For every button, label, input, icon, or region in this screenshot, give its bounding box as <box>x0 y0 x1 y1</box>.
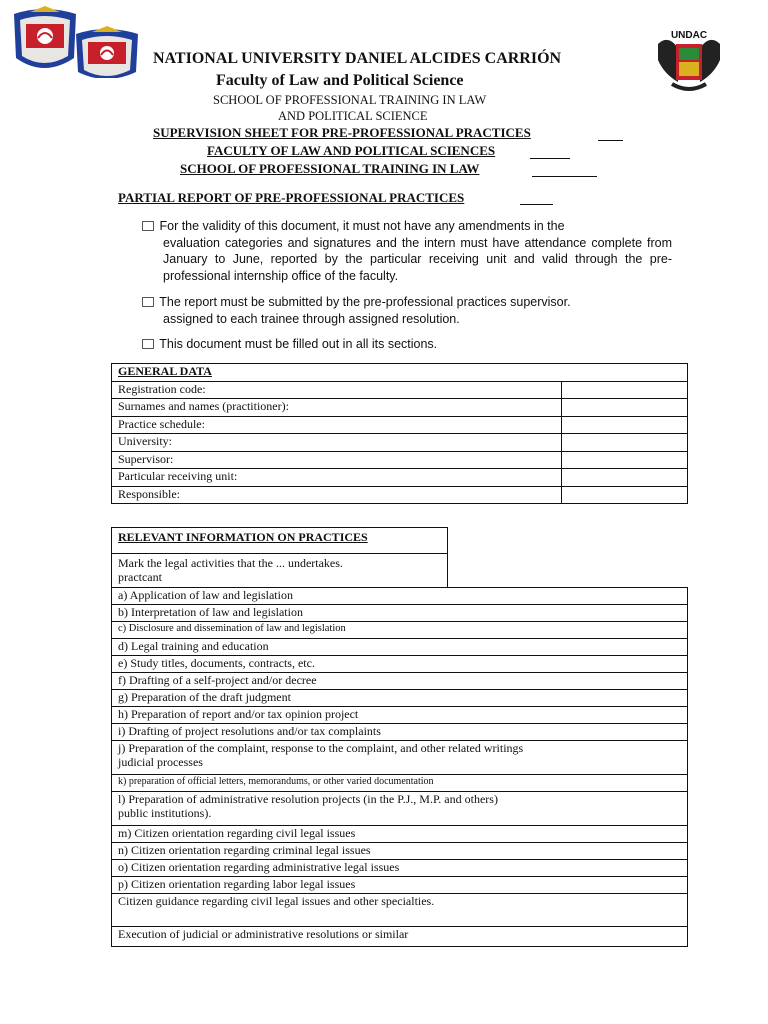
activity-label: o) Citizen orientation regarding administrative legal issues <box>118 860 400 874</box>
table-row <box>112 486 688 504</box>
table-row[interactable] <box>112 894 688 927</box>
activity-cell[interactable] <box>112 927 688 947</box>
activity-label: e) Study titles, documents, contracts, etc. <box>118 656 315 670</box>
field-value-cell[interactable] <box>562 399 688 417</box>
school-title-caps: SCHOOL OF PROFESSIONAL TRAINING IN LAW <box>180 161 480 176</box>
activity-cell[interactable] <box>112 843 688 860</box>
table-row[interactable] <box>112 877 688 894</box>
instruction-line: Mark the legal activities that the ... undertakes. <box>118 556 343 570</box>
bullet-text: The report must be submitted by the pre-professional practices supervisor. <box>159 295 571 309</box>
bullet-box-icon <box>142 221 154 231</box>
bullet-box-icon <box>142 339 154 349</box>
field-label: University: <box>112 434 562 452</box>
bullet-text-continued: evaluation categories and signatures and the intern must have attendance complete from January to June, reported by the particular receiving unit and valid through the pre-professional internship office of the faculty. <box>163 235 672 283</box>
table-row[interactable] <box>112 724 688 741</box>
bullet-text: For the validity of this document, it must not have any amendments in the <box>159 219 565 233</box>
instruction-bullet <box>142 336 672 353</box>
supervision-sheet-title: SUPERVISION SHEET FOR PRE-PROFESSIONAL PRACTICES <box>153 125 531 140</box>
activity-cell[interactable] <box>112 894 688 927</box>
table-row <box>112 381 688 399</box>
title-underline <box>520 204 553 205</box>
activity-label: g) Preparation of the draft judgment <box>118 690 291 704</box>
title-underline <box>532 176 597 177</box>
activity-label: Citizen guidance regarding civil legal issues and other specialties. <box>118 894 435 908</box>
table-row[interactable] <box>112 741 688 775</box>
table-row <box>112 416 688 434</box>
field-label: Practice schedule: <box>112 416 562 434</box>
activity-cell[interactable] <box>112 690 688 707</box>
table-row[interactable] <box>112 707 688 724</box>
field-label: Surnames and names (practitioner): <box>112 399 562 417</box>
activity-label: l) Preparation of administrative resolution projects (in the P.J., M.P. and others) <box>118 792 498 806</box>
table-row[interactable] <box>112 622 688 639</box>
activity-cell[interactable] <box>112 860 688 877</box>
table-row[interactable] <box>112 792 688 826</box>
field-value-cell[interactable] <box>562 381 688 399</box>
bullet-text: This document must be filled out in all its sections. <box>159 337 438 351</box>
field-label: Supervisor: <box>112 451 562 469</box>
university-name: NATIONAL UNIVERSITY DANIEL ALCIDES CARRIÓN <box>153 50 562 67</box>
activity-label: f) Drafting of a self-project and/or decree <box>118 673 317 687</box>
school-name-line1: SCHOOL OF PROFESSIONAL TRAINING IN LAW <box>213 93 487 107</box>
seal-logo-right <box>76 26 138 78</box>
general-data-title: GENERAL DATA <box>112 364 688 382</box>
activity-label: Execution of judicial or administrative resolutions or similar <box>118 927 409 941</box>
undac-emblem-logo <box>654 24 724 94</box>
seal-logo-left <box>14 6 76 68</box>
table-row <box>112 451 688 469</box>
table-row[interactable] <box>112 775 688 792</box>
activity-label: p) Citizen orientation regarding labor legal issues <box>118 877 356 891</box>
activity-label: b) Interpretation of law and legislation <box>118 605 303 619</box>
faculty-title-caps: FACULTY OF LAW AND POLITICAL SCIENCES <box>207 143 496 158</box>
instruction-bullet <box>142 218 672 284</box>
school-name-line2: AND POLITICAL SCIENCE <box>278 109 428 123</box>
general-data-table <box>111 363 688 504</box>
activity-cell[interactable] <box>112 707 688 724</box>
activity-label: a) Application of law and legislation <box>118 588 293 602</box>
field-value-cell[interactable] <box>562 469 688 487</box>
table-row[interactable] <box>112 588 688 605</box>
activity-cell[interactable] <box>112 639 688 656</box>
activity-label: h) Preparation of report and/or tax opinion project <box>118 707 359 721</box>
activity-label: n) Citizen orientation regarding criminal legal issues <box>118 843 371 857</box>
field-label: Particular receiving unit: <box>112 469 562 487</box>
partial-report-title: PARTIAL REPORT OF PRE-PROFESSIONAL PRACTICES <box>118 190 465 205</box>
field-label: Responsible: <box>112 486 562 504</box>
bullet-box-icon <box>142 297 154 307</box>
field-value-cell[interactable] <box>562 486 688 504</box>
activity-cell[interactable] <box>112 826 688 843</box>
table-row[interactable] <box>112 826 688 843</box>
table-row[interactable] <box>112 639 688 656</box>
activity-cell[interactable] <box>112 775 688 792</box>
table-row[interactable] <box>112 673 688 690</box>
table-row <box>112 399 688 417</box>
activity-label: j) Preparation of the complaint, response to the complaint, and other related writings <box>118 741 524 755</box>
activity-cell[interactable] <box>112 724 688 741</box>
field-label: Registration code: <box>112 381 562 399</box>
table-row[interactable] <box>112 690 688 707</box>
field-value-cell[interactable] <box>562 434 688 452</box>
faculty-name: Faculty of Law and Political Science <box>216 72 464 89</box>
activity-label: d) Legal training and education <box>118 639 269 653</box>
instruction-line: practcant <box>118 570 162 584</box>
field-value-cell[interactable] <box>562 416 688 434</box>
activity-label: k) preparation of official letters, memorandums, or other varied documentation <box>118 776 434 787</box>
table-row <box>112 434 688 452</box>
activity-cell[interactable] <box>112 792 688 826</box>
activity-label-continued: judicial processes <box>118 755 203 769</box>
activity-cell[interactable] <box>112 588 688 605</box>
table-row[interactable] <box>112 605 688 622</box>
title-underline <box>598 140 623 141</box>
table-row[interactable] <box>112 843 688 860</box>
field-value-cell[interactable] <box>562 451 688 469</box>
activity-cell[interactable] <box>112 741 688 775</box>
activity-cell[interactable] <box>112 656 688 673</box>
table-row[interactable] <box>112 656 688 673</box>
activity-label: i) Drafting of project resolutions and/or tax complaints <box>118 724 381 738</box>
activity-cell[interactable] <box>112 673 688 690</box>
activity-cell[interactable] <box>112 622 688 639</box>
activity-cell[interactable] <box>112 877 688 894</box>
table-row <box>112 469 688 487</box>
legal-activities-table <box>111 587 688 947</box>
activity-label: c) Disclosure and dissemination of law and legislation <box>118 623 346 634</box>
instruction-bullet <box>142 294 672 327</box>
relevant-info-instruction <box>112 554 448 588</box>
undac-label: UNDAC <box>670 30 708 41</box>
title-underline <box>530 158 570 159</box>
bullet-text-continued: assigned to each trainee through assigned resolution. <box>163 311 460 326</box>
activity-cell[interactable] <box>112 605 688 622</box>
relevant-info-header-table <box>111 527 448 588</box>
university-seal-logos <box>8 6 143 78</box>
activity-label: m) Citizen orientation regarding civil legal issues <box>118 826 356 840</box>
table-row[interactable] <box>112 927 688 947</box>
table-row[interactable] <box>112 860 688 877</box>
activity-label-continued: public institutions). <box>118 806 212 820</box>
relevant-info-title: RELEVANT INFORMATION ON PRACTICES <box>112 528 448 554</box>
